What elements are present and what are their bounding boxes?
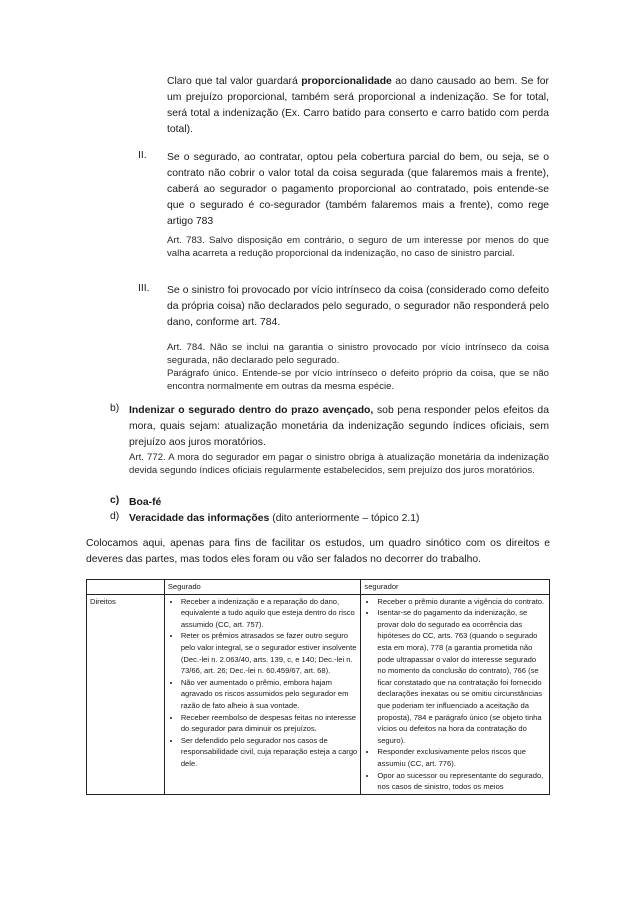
list-item: • Isentar-se do pagamento da indenização, se provar dolo do segurado ea ocorrência das hipóteses do CC, arts. 763 (quando o segurado esta em mora), 778 (a garantia prometida não pode ultrapassar o valor do interesse segurado no momento da conclusão do contrato), 766 (se ficar constatado que na contratação foi fornecido declarações inexatas ou se omitiu circunstâncias que poderiam ter influenciado a aceitação da proposta), 784 e parágrafo único (se objeto tinha vícios ou defeitos na hora da contratação do seguro). <box>377 607 546 746</box>
rights-duties-table <box>86 579 550 795</box>
column-header-segurador: segurador <box>361 580 550 595</box>
segurado-rights-cell <box>164 594 361 794</box>
list-item: • Responder exclusivamente pelos riscos que assumiu (CC, art. 776). <box>377 746 546 769</box>
table-header-row <box>87 580 550 595</box>
list-item: • Ser defendido pelo segurador nos casos de responsabilidade civil, cuja reparação esteja a cargo dele. <box>181 735 358 770</box>
item-iii-text: Se o sinistro foi provocado por vício intrínseco da coisa (considerado como defeito da própria coisa) não declarados pelo segurado, o segurador não responderá pelo dano, conforme art. 784. <box>167 285 549 328</box>
paragraph-text: ao dano causado ao bem. Se for um prejuízo proporcional, também será proporcional a indenização. Se for total, será total a indenização (Ex. Carro batido para conserto e carro batido com perda total). <box>167 76 549 135</box>
item-ii-text: Se o segurado, ao contratar, optou pela cobertura parcial do bem, ou seja, se o contrato não cobrir o valor total da coisa segurada (que falaremos mais a frente), caberá ao segurador o pagamento proporcional ao contratado, pois entende-se que o segurado é co-segurador (também falaremos mais a frente), como rege artigo 783 <box>167 152 549 227</box>
bold-term: proporcionalidade <box>301 76 392 87</box>
bold-term: Veracidade das informações <box>129 513 270 524</box>
list-item: • Receber o prêmio durante a vigência do contrato. <box>377 596 546 608</box>
item-d-label: d) <box>110 511 120 522</box>
item-b-text <box>129 403 549 451</box>
row-label-direitos: Direitos <box>87 594 165 794</box>
item-c-label: c) <box>110 495 120 506</box>
list-item: • Opor ao sucessor ou representante do segurado, nos casos de sinistro, todos os meios <box>377 770 546 793</box>
list-item: • Não ver aumentado o prêmio, embora hajam agravado os riscos assumidos pelo segurador em razão de fato alheio à sua vontade. <box>181 677 358 712</box>
article-772-quote: Art. 772. A mora do segurador em pagar o sinistro obriga à atualização monetária da indenização devida segundo índices oficiais regularmente estabelecidos, sem prejuízo dos juros moratórios. <box>129 452 549 476</box>
item-b-label: b) <box>110 403 120 414</box>
article-783-quote: Art. 783. Salvo disposição em contrário, o seguro de um interesse por menos do que valha acarreta a redução proporcional da indenização, no caso de sinistro parcial. <box>167 235 549 259</box>
list-item: • Receber a indenização e a reparação do dano, equivalente a tudo aquilo que esteja dentro do risco assumido (CC, art. 757). <box>181 596 358 631</box>
article-784-quote <box>167 341 549 393</box>
column-header-segurado: Segurado <box>164 580 361 595</box>
item-ii-numeral: II. <box>138 150 147 161</box>
segurador-rights-cell <box>361 594 550 794</box>
paragraph-proporcionalidade <box>167 74 549 138</box>
item-c-text <box>129 495 161 511</box>
list-item: • Receber reembolso de despesas feitas no interesse do segurador para diminuir os prejuízos. <box>181 712 358 735</box>
item-iii-numeral: III. <box>138 283 150 294</box>
bold-term: Indenizar o segurado dentro do prazo avençado, <box>129 405 374 416</box>
article-784-paragraph: Parágrafo único. Entende-se por vício intrínseco o defeito próprio da coisa, que se não encontra normalmente em outras da mesma espécie. <box>167 368 549 392</box>
closing-paragraph: Colocamos aqui, apenas para fins de facilitar os estudos, um quadro sinótico com os direitos e deveres das partes, mas todos eles foram ou vão ser falados no decorrer do trabalho. <box>86 538 550 565</box>
paragraph-text: (dito anteriormente – tópico 2.1) <box>269 513 420 524</box>
paragraph-text: Claro que tal valor guardará <box>167 76 302 87</box>
table-row <box>87 594 550 794</box>
list-item: • Reter os prêmios atrasados se fazer outro seguro pelo valor integral, se o segurador estiver insolvente (Dec.-lei n. 2.063/40, arts. 139, c, e 140; Dec.-lei n. 73/66, art. 26; Dec.-lei n. 60.459/67, art. 68). <box>181 630 358 676</box>
item-d-text <box>129 511 549 527</box>
paragraph-text: sob pena responder pelos efeitos da mora, quais sejam: atualização monetária da indenização segundo índices oficiais, sem prejuízo aos juros moratórios. <box>129 405 549 448</box>
bold-term: Boa-fé <box>129 497 162 508</box>
table-corner-cell <box>87 580 165 595</box>
article-784-text: Art. 784. Não se inclui na garantia o sinistro provocado por vício intrínseco da coisa segurada, não declarado pelo segurado. <box>167 342 549 366</box>
